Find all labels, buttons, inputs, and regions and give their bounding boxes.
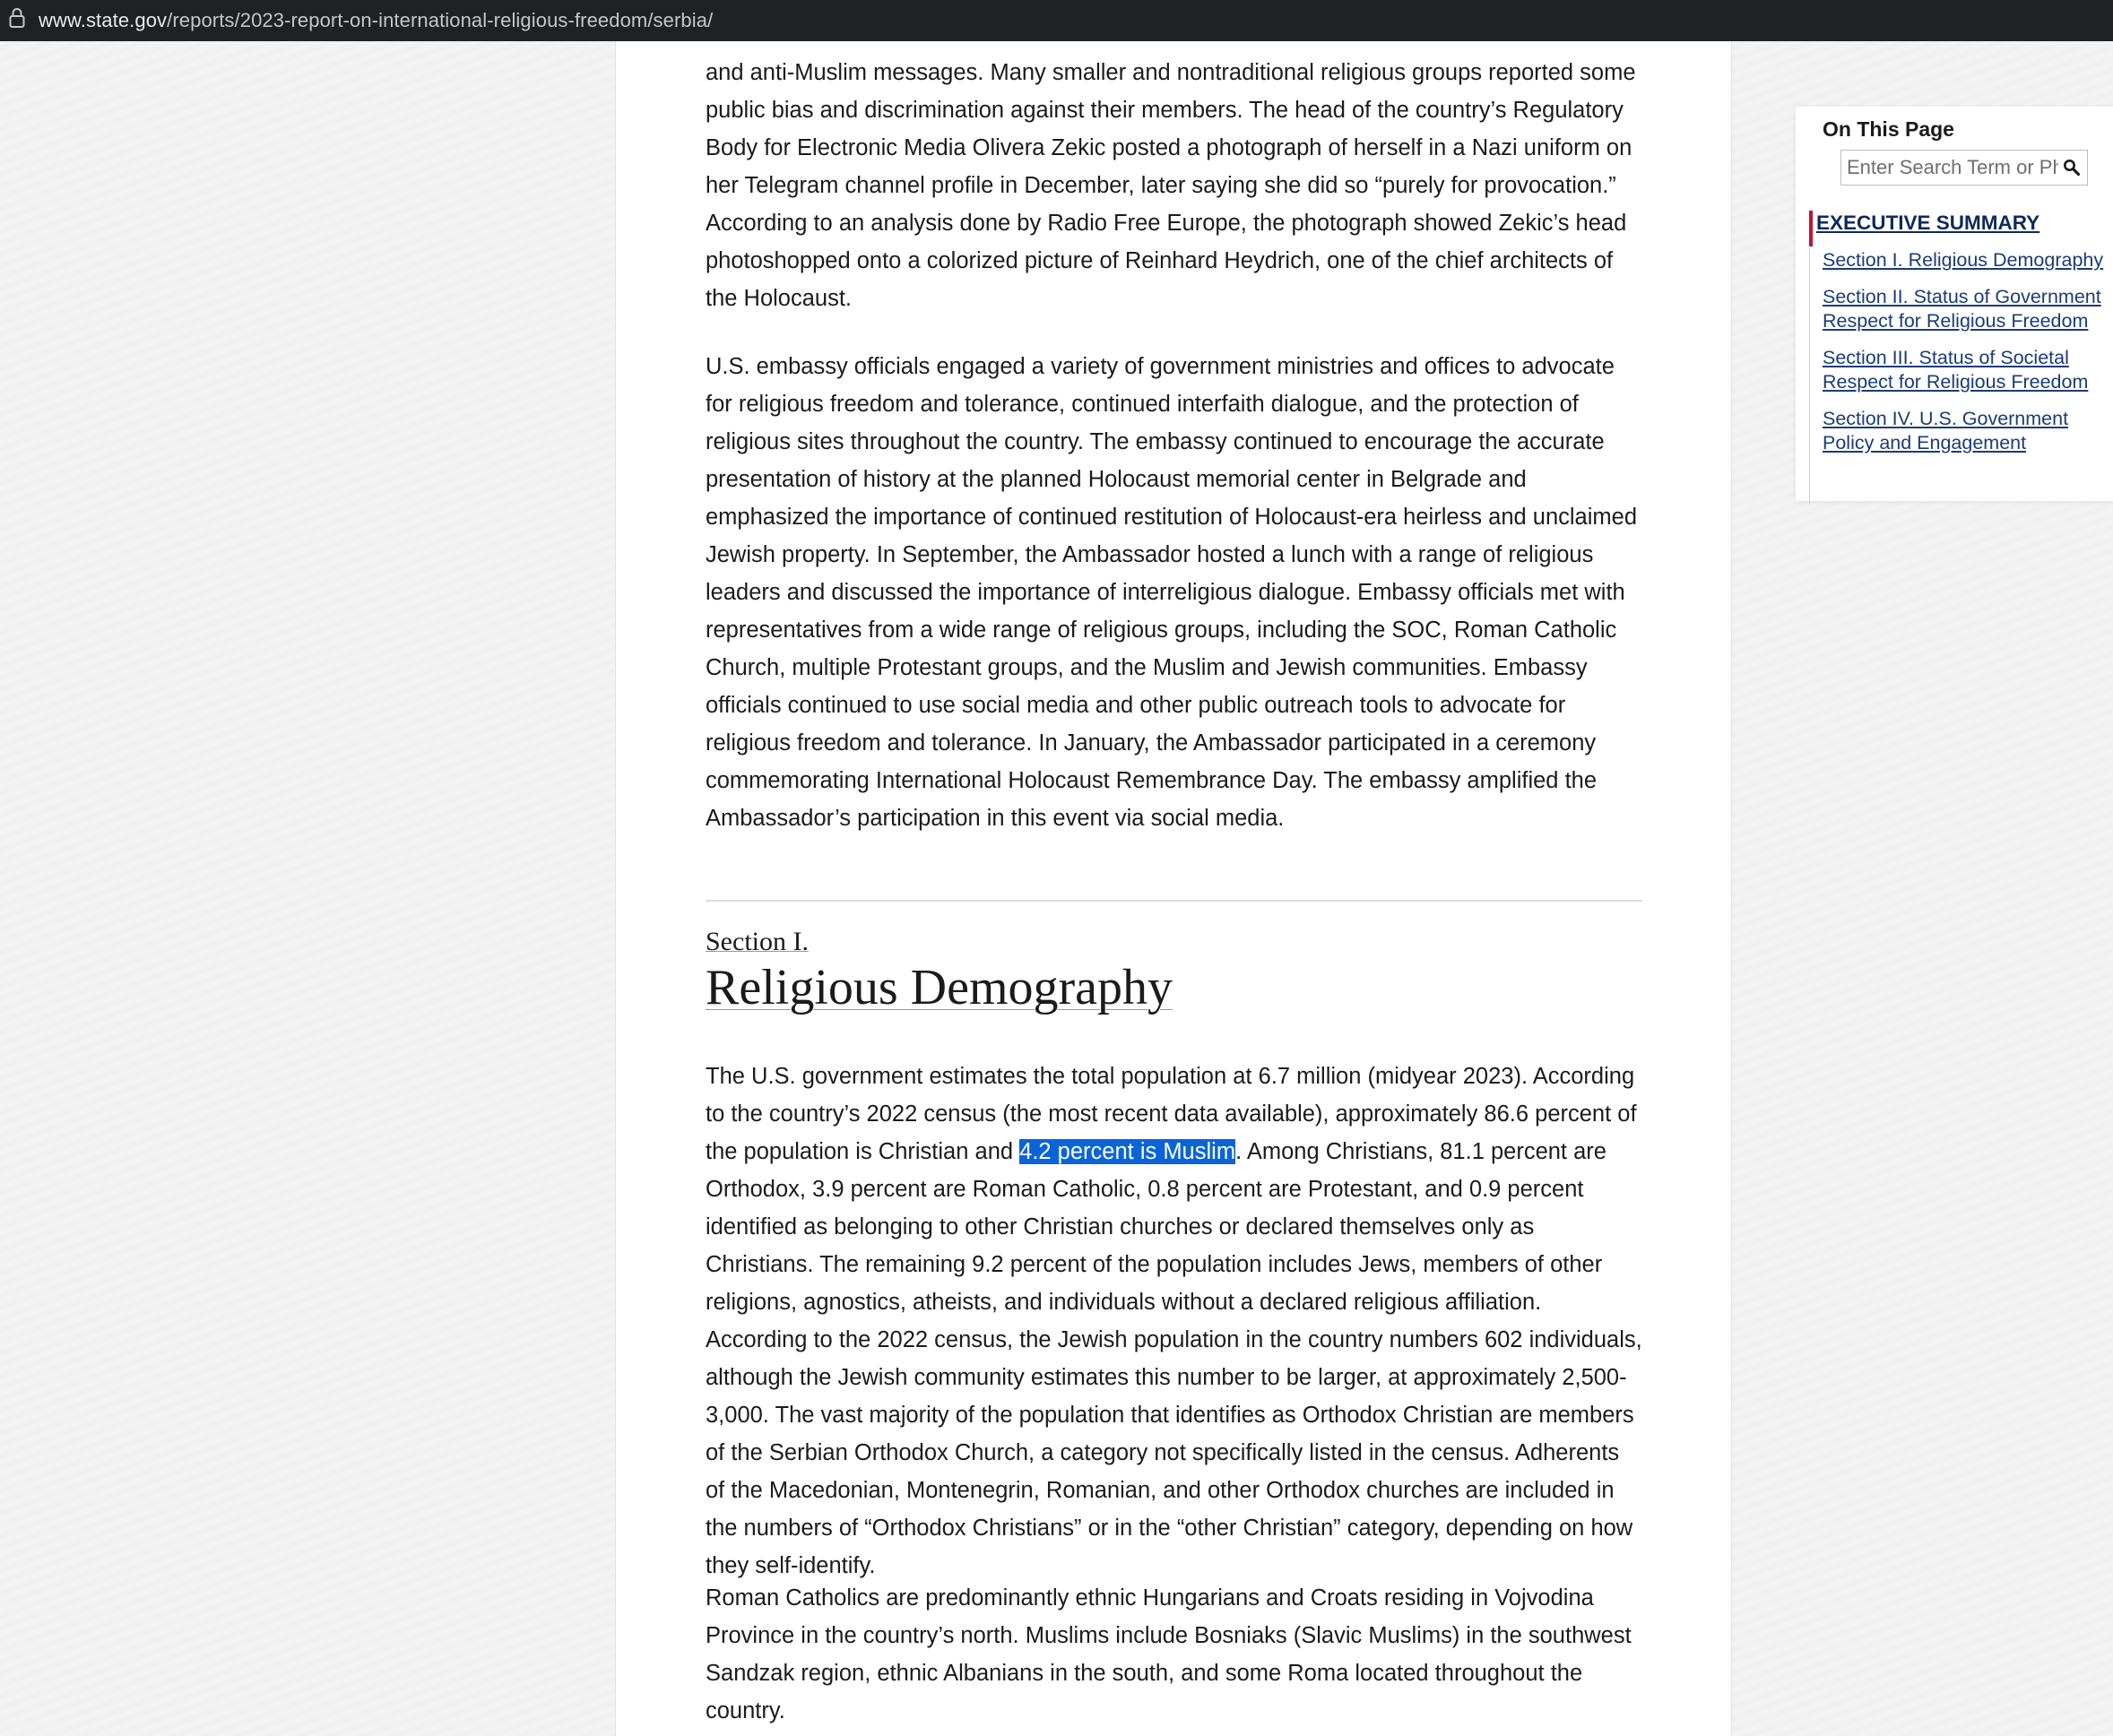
toc-heading: On This Page [1823, 117, 1954, 141]
toc-list [1809, 211, 2109, 246]
section-divider [706, 900, 1642, 902]
paragraph-demography-rest: . Among Christians, 81.1 percent are Orthodox, 3.9 percent are Roman Catholic, 0.8 percent are Protestant, and 0.9 percent identified as belonging to other Christian churches or declared themselves only as Christians. The remaining 9.2 percent of the population includes Jews, members of other religions, agnostics, atheists, and individuals without a declared religious affiliation. According to the 2022 census, the Jewish population in the country numbers 602 individuals, although the Jewish community estimates this number to be larger, at approximately 2,500-3,000. The vast majority of the population that identifies as Orthodox Christian are members of the Serbian Orthodox Church, a category not specifically listed in the census. Adherents of the Macedonian, Montenegrin, Romanian, and other Orthodox churches are included in the numbers of “Orthodox Christians” or in the “other Christian” category, depending on how they self-identify. [706, 1139, 1642, 1578]
url-path: /reports/2023-report-on-international-religious-freedom/serbia/ [167, 9, 714, 31]
section-label[interactable]: Section I. [706, 927, 809, 956]
toc-rail [1809, 248, 1810, 505]
paragraph-us-policy: U.S. embassy officials engaged a variety of government ministries and offices to advocate for religious freedom and tolerance, continued interfaith dialogue, and the protection of religious sites throughout the country. The embassy continued to encourage the accurate presentation of history at the planned Holocaust memorial center in Belgrade and emphasized the importance of continued restitution of Holocaust-era heirless and unclaimed Jewish property. In September, the Ambassador hosted a lunch with a range of religious leaders and discussed the importance of interreligious dialogue. Embassy officials met with representatives from a wide range of religious groups, including the SOC, Roman Catholic Church, multiple Protestant groups, and the Muslim and Jewish communities. Embassy officials continued to use social media and other public outreach tools to advocate for religious freedom and tolerance. In January, the Ambassador participated in a ceremony commemorating International Holocaust Remembrance Day. The embassy amplified the Ambassador’s participation in this event via social media. [706, 354, 1638, 831]
toc-sections [1823, 248, 2108, 468]
toc-link-section-2[interactable]: Section II. Status of Government Respect for Religious Freedom [1823, 286, 2101, 332]
paragraph-demography-start: The U.S. government estimates the total population at 6.7 million (midyear 2023). According to the country’s 2022 census (the most recent data available), approximately 86.6 percent of the population is Christian and [706, 1064, 1637, 1164]
toc-search [1840, 150, 2088, 186]
search-icon[interactable] [2058, 152, 2085, 183]
paragraph-demography-regions: Roman Catholics are predominantly ethnic Hungarians and Croats residing in Vojvodina Province in the country’s north. Muslims include Bosniaks (Slavic Muslims) in the southwest Sandzak region, ethnic Albanians in the south, and some Roma located throughout the country. [706, 1585, 1632, 1723]
main-content [615, 41, 1732, 1736]
selected-text[interactable]: 4.2 percent is Muslim [1019, 1139, 1236, 1164]
toc-link-section-1[interactable]: Section I. Religious Demography [1823, 249, 2104, 271]
toc-search-input[interactable] [1841, 152, 2058, 183]
url-text[interactable] [39, 9, 713, 32]
toc-link-section-4[interactable]: Section IV. U.S. Government Policy and Engagement [1823, 408, 2069, 453]
url-host: www.state.gov [39, 9, 168, 31]
toc-link-section-3[interactable]: Section III. Status of Societal Respect for Religious Freedom [1823, 347, 2089, 393]
address-bar[interactable] [0, 0, 2113, 41]
toc-link-executive-summary[interactable]: EXECUTIVE SUMMARY [1816, 212, 2040, 234]
section-title[interactable]: Religious Demography [706, 960, 1173, 1015]
paragraph-demography [706, 1058, 1642, 1585]
paragraph-societal-respect: and anti-Muslim messages. Many smaller and nontraditional religious groups reported some public bias and discrimination against their members. The head of the country’s Regulatory Body for Electronic Media Olivera Zekic posted a photograph of herself in a Nazi uniform on her Telegram channel profile in December, later saying she did so “purely for provocation.” According to an analysis done by Radio Free Europe, the photograph showed Zekic’s head photoshopped onto a colorized picture of Reinhard Heydrich, one of the chief architects of the Holocaust. [706, 60, 1636, 311]
lock-icon[interactable] [5, 0, 32, 41]
on-this-page-panel [1796, 107, 2113, 501]
